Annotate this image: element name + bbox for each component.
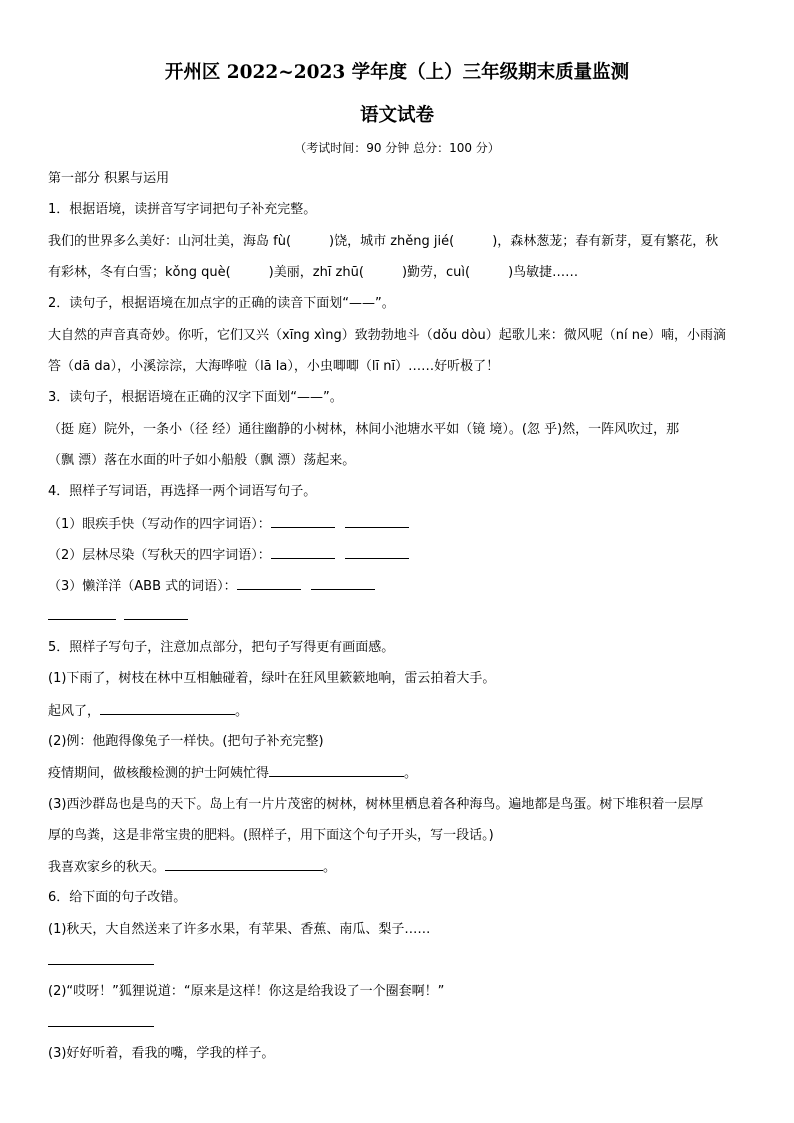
q1-text-1c: )，森林葱茏；春有新芽，夏有繁花，秋 xyxy=(492,234,719,249)
q5-part3-line1: (3)西沙群岛也是鸟的天下。岛上有一片片茂密的树林，树林里栖息着各种海鸟。遍地都是鸟蛋。树下堆积着一层厚 xyxy=(48,797,704,812)
exam-subtitle: 语文试卷 xyxy=(359,105,434,126)
q2-stem: 2．读句子，根据语境在加点字的正确的读音下面划“——”。 xyxy=(48,296,395,311)
q4-item2 xyxy=(48,546,752,565)
q2-line1: 大自然的声音真奇妙。你听，它们又兴（xīng xìng）致勃勃地斗（dǒu dòu）起歌儿来：微风呢（ní ne）喃，小雨滴 xyxy=(48,328,726,343)
q4-blank-2a[interactable] xyxy=(271,546,335,559)
q4-item2-text: （2）层林尽染（写秋天的四字词语）： xyxy=(48,548,271,563)
q1-line1 xyxy=(48,233,752,251)
q1-stem: 1．根据语境，读拼音写字词把句子补充完整。 xyxy=(48,202,317,217)
q5-blank-3[interactable] xyxy=(165,858,323,871)
q1-line2 xyxy=(48,264,752,282)
q1-text-2b: )美丽，zhī zhū( xyxy=(268,265,364,280)
q6-sentence3: (3)好好听着，看我的嘴，学我的样子。 xyxy=(48,1046,275,1061)
q3-line1: （挺 庭）院外，一条小（径 经）通往幽静的小树林，林间小池塘水平如（镜 境）。(忽 乎)然，一阵风吹过，那 xyxy=(48,422,680,437)
q4-blank-2b[interactable] xyxy=(345,546,409,559)
exam-title: 开州区 2022~2023 学年度（上）三年级期末质量监测 xyxy=(164,62,630,83)
q4-stem: 4．照样子写词语，再选择一两个词语写句子。 xyxy=(48,484,317,499)
q5-period-2: 。 xyxy=(404,766,418,781)
q5-part2: (2)例：他跑得像兔子一样快。(把句子补充完整) xyxy=(48,734,324,749)
q4-item3-text: （3）懒洋洋（ABB 式的词语）： xyxy=(48,579,237,594)
q1-text-2c: )勤劳，cuì( xyxy=(401,265,471,280)
q4-blank-1b[interactable] xyxy=(345,515,409,528)
q5-part1-answer xyxy=(48,702,752,721)
exam-info: （考试时间：90 分钟 总分：100 分） xyxy=(294,141,500,155)
q1-text-1a: 我们的世界多么美好：山河壮美，海岛 fù( xyxy=(48,234,292,249)
q5-period-3: 。 xyxy=(323,860,337,875)
q5-blank-1[interactable] xyxy=(100,702,235,715)
q6-sentence2: (2)“哎呀！”狐狸说道：“原来是这样！你这是给我设了一个圈套啊！” xyxy=(48,984,445,999)
q6-sentence1: (1)秋天，大自然送来了许多水果，有苹果、香蕉、南瓜、梨子…… xyxy=(48,922,431,937)
q4-blank-3b[interactable] xyxy=(311,577,375,590)
q5-blank-2[interactable] xyxy=(269,764,404,777)
q5-period-1: 。 xyxy=(235,704,249,719)
q4-item3 xyxy=(48,577,752,596)
q3-line2: （飘 漂）落在水面的叶子如小船般（飘 漂）荡起来。 xyxy=(48,453,356,468)
q6-stem: 6．给下面的句子改错。 xyxy=(48,890,187,905)
q6-answer-line-1 xyxy=(48,952,752,971)
q4-blank-3a[interactable] xyxy=(237,577,301,590)
q5-part1-lead: 起风了， xyxy=(48,704,101,719)
q5-part3-answer xyxy=(48,858,752,877)
q1-text-2d: )鸟敏捷…… xyxy=(508,265,579,280)
q2-line2: 答（dā da），小溪淙淙，大海哗啦（lā la），小虫唧唧（lī nī）……好听极了！ xyxy=(48,359,500,374)
part1-heading: 第一部分 积累与运用 xyxy=(48,171,170,186)
q5-part2-answer xyxy=(48,764,752,783)
q4-sentence-blank-1[interactable] xyxy=(48,607,116,620)
q6-answer-line-2 xyxy=(48,1014,752,1033)
q5-part3-line2: 厚的鸟粪，这是非常宝贵的肥料。(照样子，用下面这个句子开头，写一段话。) xyxy=(48,828,494,843)
q6-blank-1[interactable] xyxy=(48,952,154,965)
q1-text-1b: )饶，城市 zhěng jié( xyxy=(329,234,455,249)
q4-item1-text: （1）眼疾手快（写动作的四字词语）： xyxy=(48,517,271,532)
q4-item1 xyxy=(48,515,752,534)
q5-part3-lead: 我喜欢家乡的秋天。 xyxy=(48,860,166,875)
q4-sentence-blank-2[interactable] xyxy=(124,607,188,620)
q5-stem: 5．照样子写句子，注意加点部分，把句子写得更有画面感。 xyxy=(48,640,395,655)
q6-blank-2[interactable] xyxy=(48,1014,154,1027)
q4-sentence-lines xyxy=(48,607,752,626)
q3-stem: 3．读句子，根据语境在正确的汉字下面划“——”。 xyxy=(48,390,343,405)
q5-part1: (1)下雨了，树枝在林中互相触碰着，绿叶在狂风里簌簌地响，雷云拍着大手。 xyxy=(48,671,496,686)
q5-part2-lead: 疫情期间，做核酸检测的护士阿姨忙得 xyxy=(48,766,270,781)
q4-blank-1a[interactable] xyxy=(271,515,335,528)
q1-text-2a: 有彩林，冬有白雪；kǒng què( xyxy=(48,265,231,280)
